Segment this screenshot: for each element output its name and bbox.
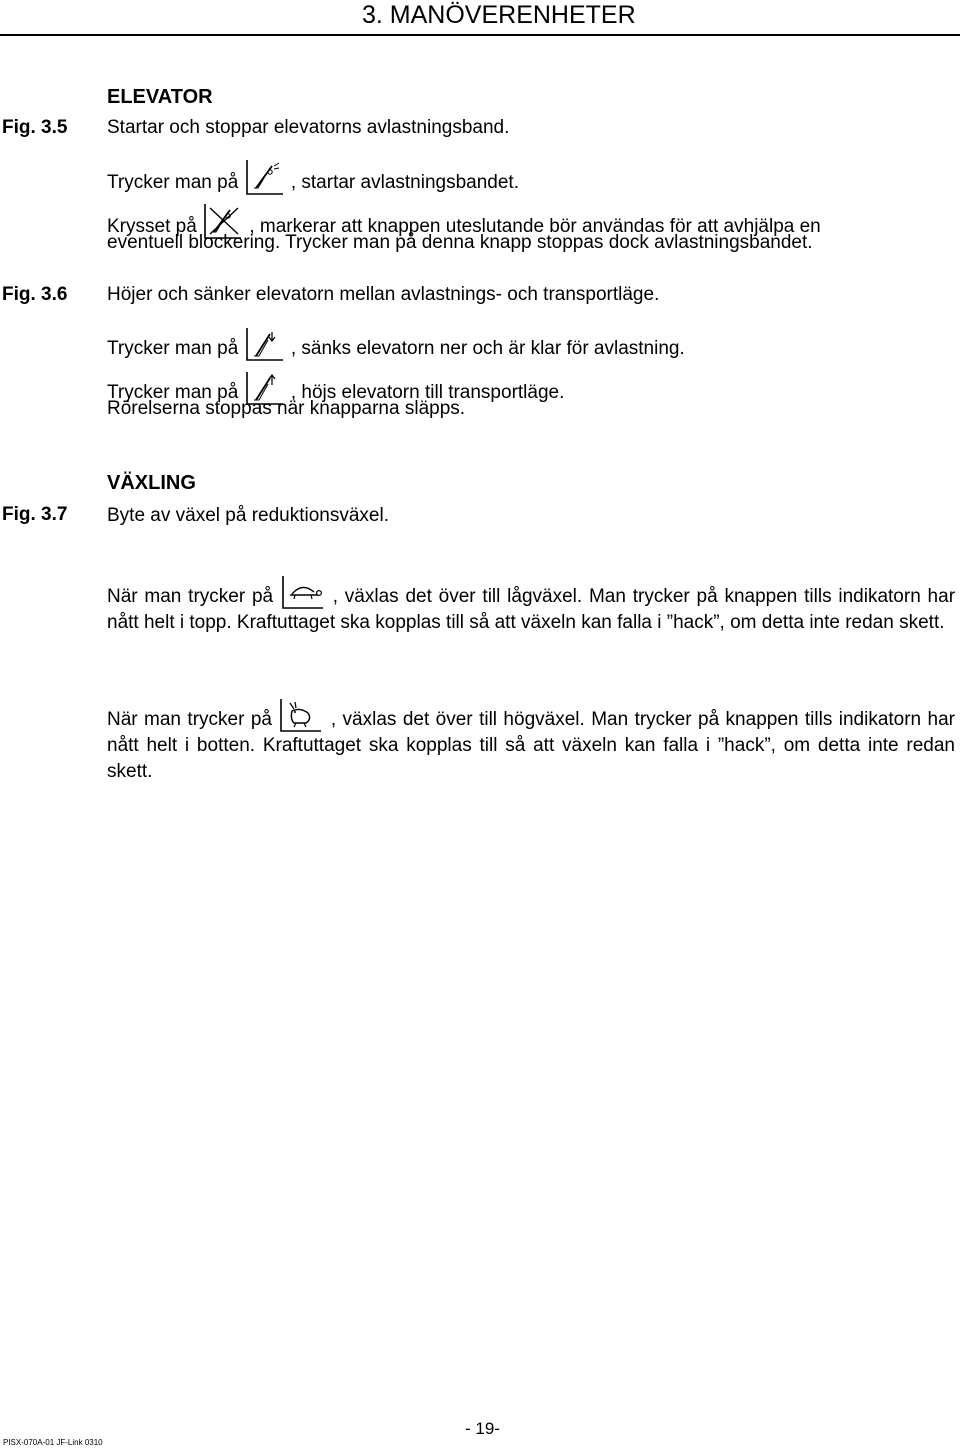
page-title: 3. MANÖVERENHETER — [362, 1, 636, 29]
section-heading-elevator: ELEVATOR — [107, 86, 213, 108]
elevator-lower-icon — [244, 326, 286, 362]
text-fragment: , höjs elevatorn till transportläge. — [290, 382, 565, 403]
fig-label-3-6: Fig. 3.6 — [2, 284, 68, 305]
elevator-height-intro: Höjer och sänker elevatorn mellan avlastnings- och transportläge. — [107, 284, 660, 305]
text-fragment: Krysset på — [107, 216, 197, 237]
section-heading-vaxling: VÄXLING — [107, 472, 196, 494]
text-fragment: Trycker man på — [107, 338, 239, 359]
text-fragment: , växlas det över till lågväxel. Man trycker på knappen tills indikatorn har nått helt i topp. Kraftuttaget ska kopplas till så att växeln kan falla i ”hack”, om detta inte redan skett. — [107, 586, 956, 633]
elevator-lower-line — [107, 326, 685, 362]
fig-label-3-5: Fig. 3.5 — [2, 117, 68, 138]
text-fragment: När man trycker på — [107, 709, 272, 730]
text-fragment: , startar avlastningsbandet. — [290, 172, 519, 193]
vaxling-low-gear-paragraph — [107, 574, 955, 636]
elevator-start-line — [107, 158, 519, 196]
document-reference: PISX-070A-01 JF-Link 0310 — [3, 1438, 103, 1447]
page-number: - 19- — [465, 1419, 500, 1438]
text-fragment: , växlas det över till högväxel. Man trycker på knappen tills indikatorn har nått helt i botten. Kraftuttaget ska kopplas till så att växeln kan falla i ”hack”, om detta inte redan skett. — [107, 709, 956, 782]
header-divider — [0, 34, 960, 36]
vaxling-high-gear-paragraph — [107, 697, 955, 785]
elevator-stop-note: Rörelserna stoppas när knapparna släpps. — [107, 398, 466, 419]
text-fragment: Trycker man på — [107, 382, 239, 403]
fig-label-3-7: Fig. 3.7 — [2, 504, 68, 525]
turtle-icon — [280, 574, 326, 610]
elevator-belt-icon — [244, 158, 286, 196]
elevator-blocking-line: eventuell blockering. Trycker man på denna knapp stoppas dock avlastningsbandet. — [107, 232, 813, 253]
text-fragment: När man trycker på — [107, 586, 274, 607]
elevator-intro: Startar och stoppar elevatorns avlastningsband. — [107, 117, 510, 138]
vaxling-intro: Byte av växel på reduktionsväxel. — [107, 505, 389, 526]
text-fragment: Trycker man på — [107, 172, 239, 193]
text-fragment: , sänks elevatorn ner och är klar för avlastning. — [290, 338, 685, 359]
hare-icon — [278, 697, 324, 733]
text-fragment: , markerar att knappen uteslutande bör användas för att avhjälpa en — [249, 216, 821, 237]
